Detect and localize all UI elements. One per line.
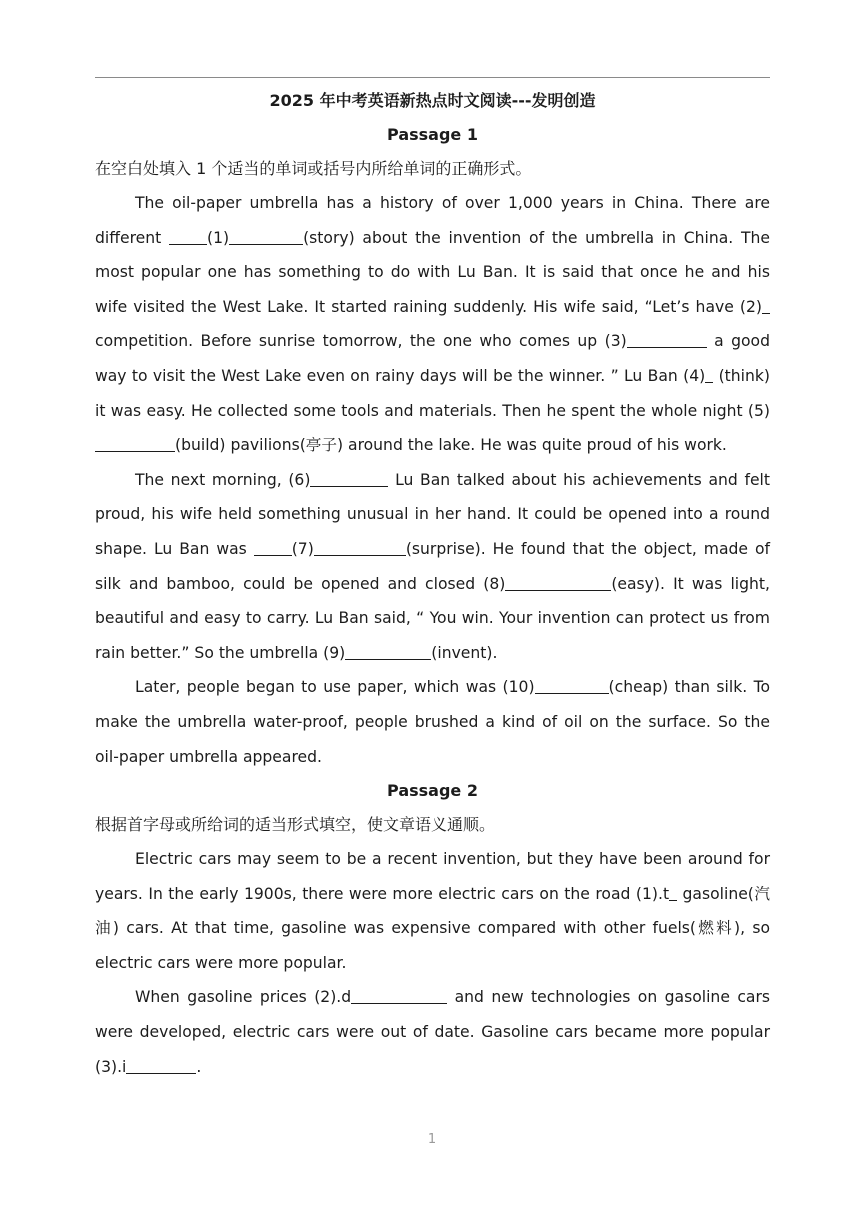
text-segment: .: [196, 1057, 202, 1076]
text-segment: When gasoline prices (2).d: [135, 988, 352, 1007]
answer-blank-6[interactable]: [310, 470, 388, 487]
text-segment: competition. Before sunrise tomorrow, the one who comes up (3): [95, 332, 627, 351]
answer-blank-7[interactable]: [314, 539, 406, 556]
text-segment: gasoline(汽油) cars. At that time, gasoline was expensive compared with other fuels(燃料), so electric cars were more popular.: [95, 884, 770, 972]
answer-blank-1a[interactable]: [169, 228, 207, 245]
page-number: 1: [427, 1132, 437, 1147]
answer-blank-9[interactable]: [345, 643, 431, 660]
passage-1-paragraph-2: [95, 463, 770, 671]
document-title: 2025 年中考英语新热点时文阅读---发明创造: [269, 91, 596, 110]
passage-2-paragraph-1: [95, 842, 770, 980]
text-segment: (cheap) than silk. To make the umbrella water-proof, people brushed a kind of oil on the surface. So the oil-paper umbrella appeared.: [95, 678, 771, 766]
text-segment: The next morning, (6): [135, 470, 311, 489]
passage-2-heading: Passage 2: [387, 781, 478, 801]
text-segment: (invent).: [431, 643, 498, 662]
answer-blank-2[interactable]: [762, 297, 770, 314]
answer-blank-10[interactable]: [535, 678, 609, 695]
answer-blank-3[interactable]: [627, 332, 707, 349]
answer-blank-1[interactable]: [229, 228, 303, 245]
text-segment: (build) pavilions(亭子) around the lake. He was quite proud of his work.: [175, 436, 727, 455]
question-number: (7): [291, 539, 314, 558]
passage-1-heading: Passage 1: [387, 125, 478, 144]
text-segment: Electric cars may seem to be a recent invention, but they have been around for years. In the early 1900s, there were more electric cars on the road (1).t: [95, 850, 770, 903]
text-segment: a good way to visit the West Lake even on rainy days will be the winner. ” Lu Ban (4): [95, 332, 770, 385]
text-segment: The oil-paper umbrella has a history of over 1,000 years in China. There are different: [95, 194, 770, 247]
answer-blank-p2-2[interactable]: [351, 988, 447, 1005]
passage-1-instruction: 在空白处填入 1 个适当的单词或括号内所给单词的正确形式。: [95, 159, 532, 178]
passage-2-instruction: 根据首字母或所给词的适当形式填空，使文章语义通顺。: [95, 815, 496, 835]
passage-1-paragraph-1: [95, 186, 770, 463]
text-segment: and new technologies on gasoline cars were developed, electric cars were out of date. Gasoline cars became more popular (3).i: [95, 988, 770, 1076]
text-segment: Later, people began to use paper, which was (10): [135, 678, 535, 697]
question-number: (1): [206, 228, 230, 247]
text-segment: (easy). It was light, beautiful and easy to carry. Lu Ban said, “ You win. Your invention can protect us from rain better.” So the umbrella (9): [95, 574, 770, 662]
text-segment: Lu Ban talked about his achievements and felt proud, his wife held something unusual in her hand. It could be opened into a round shape. Lu Ban was: [95, 470, 770, 558]
passage-1-paragraph-3: [95, 670, 770, 774]
answer-blank-p2-1[interactable]: [669, 884, 677, 901]
text-segment: (story) about the invention of the umbrella in China. The most popular one has something to do with Lu Ban. It is said that once he and his wife visited the West Lake. It started raining suddenly. His wife said, “Let’s have (2): [95, 228, 771, 316]
answer-blank-8[interactable]: [505, 574, 611, 591]
answer-blank-5[interactable]: [95, 436, 175, 453]
passage-2-paragraph-2: [95, 980, 770, 1084]
document-page: [95, 84, 770, 1084]
answer-blank-7a[interactable]: [254, 539, 292, 556]
text-segment: (think) it was easy. He collected some tools and materials. Then he spent the whole night (5): [95, 366, 770, 420]
text-segment: (surprise). He found that the object, made of silk and bamboo, could be opened and closed (8): [95, 539, 770, 593]
header-rule: [95, 77, 770, 78]
answer-blank-p2-3[interactable]: [126, 1057, 196, 1074]
